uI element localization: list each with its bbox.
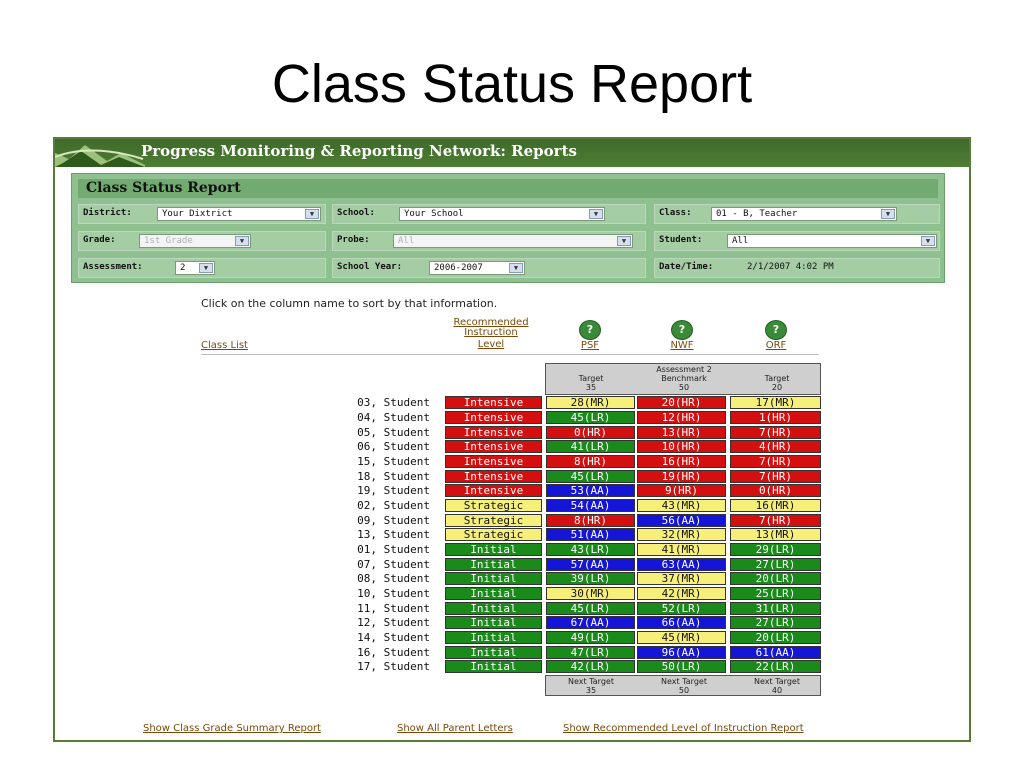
benchmark-label: Benchmark <box>661 374 707 383</box>
school-year-label: School Year: <box>337 262 403 272</box>
benchmark-box <box>545 363 821 395</box>
nwf-cell: 52(LR) <box>637 602 726 615</box>
header-divider <box>201 354 819 355</box>
mountain-logo-icon <box>55 139 145 167</box>
psf-cell: 43(LR) <box>546 543 635 556</box>
psf-target-value: 35 <box>585 383 597 392</box>
orf-cell: 1(HR) <box>730 411 821 424</box>
orf-cell: 0(HR) <box>730 484 821 497</box>
psf-cell: 42(LR) <box>546 660 635 673</box>
psf-cell: 8(HR) <box>546 455 635 468</box>
nwf-cell: 32(MR) <box>637 528 726 541</box>
level-cell: Intensive <box>445 440 542 453</box>
psf-next-target-label: Next Target <box>568 677 614 686</box>
assessment-select[interactable] <box>175 261 215 275</box>
psf-cell: 30(MR) <box>546 587 635 600</box>
table-row <box>55 645 969 660</box>
grade-select[interactable] <box>139 234 251 248</box>
datetime-value: 2/1/2007 4:02 PM <box>747 262 834 272</box>
nwf-cell: 13(HR) <box>637 426 726 439</box>
chevron-down-icon[interactable]: ▼ <box>921 236 935 246</box>
nwf-help-icon[interactable]: ? <box>671 320 693 340</box>
orf-cell: 31(LR) <box>730 602 821 615</box>
psf-cell: 28(MR) <box>546 396 635 409</box>
psf-cell: 57(AA) <box>546 558 635 571</box>
probe-select[interactable] <box>393 234 633 248</box>
orf-cell: 61(AA) <box>730 646 821 659</box>
student-name: 07, Student <box>357 558 430 571</box>
psf-cell: 54(AA) <box>546 499 635 512</box>
assessment-value: 2 <box>180 263 186 273</box>
orf-cell: 20(LR) <box>730 631 821 644</box>
nwf-cell: 19(HR) <box>637 470 726 483</box>
table-row <box>55 601 969 616</box>
student-name: 19, Student <box>357 484 430 497</box>
psf-target-label: Target <box>578 374 604 383</box>
chevron-down-icon[interactable]: ▼ <box>617 236 631 246</box>
level-cell: Strategic <box>445 499 542 512</box>
school-select[interactable] <box>399 207 605 221</box>
level-header-line: Instruction <box>464 327 518 338</box>
psf-cell: 45(LR) <box>546 411 635 424</box>
table-row <box>55 659 969 674</box>
orf-cell: 4(HR) <box>730 440 821 453</box>
table-row <box>55 454 969 469</box>
table-row <box>55 395 969 410</box>
level-cell: Initial <box>445 543 542 556</box>
nwf-cell: 42(MR) <box>637 587 726 600</box>
orf-next-target-value: 40 <box>771 686 783 695</box>
orf-cell: 7(HR) <box>730 514 821 527</box>
level-cell: Initial <box>445 558 542 571</box>
sort-instruction: Click on the column name to sort by that information. <box>201 297 498 310</box>
level-header-line: Level <box>477 339 505 350</box>
orf-help-icon[interactable]: ? <box>765 320 787 340</box>
level-cell: Initial <box>445 587 542 600</box>
orf-target-label: Target <box>764 374 790 383</box>
report-window <box>53 137 971 742</box>
student-name: 04, Student <box>357 411 430 424</box>
level-cell: Strategic <box>445 514 542 527</box>
student-name: 02, Student <box>357 499 430 512</box>
nwf-cell: 9(HR) <box>637 484 726 497</box>
level-cell: Initial <box>445 631 542 644</box>
table-row <box>55 630 969 645</box>
student-name: 13, Student <box>357 528 430 541</box>
orf-cell: 25(LR) <box>730 587 821 600</box>
chevron-down-icon[interactable]: ▼ <box>199 263 213 273</box>
psf-cell: 39(LR) <box>546 572 635 585</box>
level-cell: Strategic <box>445 528 542 541</box>
datetime-label: Date/Time: <box>659 262 714 272</box>
psf-cell: 41(LR) <box>546 440 635 453</box>
table-row <box>55 498 969 513</box>
nwf-cell: 43(MR) <box>637 499 726 512</box>
level-header-line: Recommended <box>453 317 529 328</box>
nwf-next-target-label: Next Target <box>661 677 707 686</box>
orf-cell: 7(HR) <box>730 455 821 468</box>
orf-cell: 20(LR) <box>730 572 821 585</box>
student-name: 01, Student <box>357 543 430 556</box>
slide-title: Class Status Report <box>271 54 753 114</box>
orf-cell: 17(MR) <box>730 396 821 409</box>
psf-help-icon[interactable]: ? <box>579 320 601 340</box>
filter-panel <box>71 173 945 283</box>
district-label: District: <box>83 208 132 218</box>
level-cell: Intensive <box>445 411 542 424</box>
nwf-cell: 10(HR) <box>637 440 726 453</box>
table-row <box>55 469 969 484</box>
level-cell: Initial <box>445 660 542 673</box>
student-name: 08, Student <box>357 572 430 585</box>
class-value: 01 - B, Teacher <box>716 209 798 219</box>
orf-cell: 22(LR) <box>730 660 821 673</box>
level-cell: Intensive <box>445 455 542 468</box>
district-value: Your Dixtrict <box>162 209 233 219</box>
class-label: Class: <box>659 208 692 218</box>
orf-cell: 16(MR) <box>730 499 821 512</box>
assessment-filter <box>78 258 326 278</box>
table-row <box>55 557 969 572</box>
student-name: 05, Student <box>357 426 430 439</box>
class-select[interactable] <box>711 207 897 221</box>
table-row <box>55 410 969 425</box>
level-cell: Initial <box>445 616 542 629</box>
orf-target-value: 20 <box>771 383 783 392</box>
parent-letters-link[interactable]: Show All Parent Letters <box>397 723 513 734</box>
level-cell: Intensive <box>445 426 542 439</box>
student-filter <box>654 231 940 251</box>
nwf-next-target-value: 50 <box>678 686 690 695</box>
orf-cell: 7(HR) <box>730 426 821 439</box>
chevron-down-icon[interactable]: ▼ <box>305 209 319 219</box>
student-name: 16, Student <box>357 646 430 659</box>
level-cell: Intensive <box>445 470 542 483</box>
table-row <box>55 513 969 528</box>
student-name: 14, Student <box>357 631 430 644</box>
panel-header <box>78 179 938 198</box>
school-year-filter <box>332 258 646 278</box>
student-name: 18, Student <box>357 470 430 483</box>
student-select[interactable] <box>727 234 937 248</box>
level-cell: Initial <box>445 572 542 585</box>
psf-next-target-value: 35 <box>585 686 597 695</box>
nwf-cell: 41(MR) <box>637 543 726 556</box>
district-filter <box>78 204 326 224</box>
chevron-down-icon[interactable]: ▼ <box>881 209 895 219</box>
nwf-column-header[interactable]: NWF <box>670 340 694 351</box>
student-label: Student: <box>659 235 703 245</box>
nwf-cell: 20(HR) <box>637 396 726 409</box>
psf-cell: 0(HR) <box>546 426 635 439</box>
student-name: 09, Student <box>357 514 430 527</box>
class-grade-summary-link[interactable]: Show Class Grade Summary Report <box>143 723 321 734</box>
class-list-column-header[interactable]: Class List <box>201 340 248 351</box>
assessment-label: Assessment: <box>83 262 143 272</box>
student-name: 15, Student <box>357 455 430 468</box>
psf-cell: 8(HR) <box>546 514 635 527</box>
nwf-benchmark-value: 50 <box>678 383 690 392</box>
nwf-cell: 37(MR) <box>637 572 726 585</box>
grade-value: 1st Grade <box>144 236 193 246</box>
psf-column-header[interactable]: PSF <box>580 340 600 351</box>
table-row <box>55 425 969 440</box>
nwf-cell: 16(HR) <box>637 455 726 468</box>
orf-cell: 27(LR) <box>730 616 821 629</box>
nwf-cell: 66(AA) <box>637 616 726 629</box>
student-name: 12, Student <box>357 616 430 629</box>
psf-cell: 49(LR) <box>546 631 635 644</box>
orf-next-target-label: Next Target <box>754 677 800 686</box>
orf-cell: 13(MR) <box>730 528 821 541</box>
next-target-box <box>545 675 821 696</box>
table-row <box>55 586 969 601</box>
school-year-value: 2006-2007 <box>434 263 483 273</box>
grade-label: Grade: <box>83 235 116 245</box>
grade-filter <box>78 231 326 251</box>
psf-cell: 51(AA) <box>546 528 635 541</box>
chevron-down-icon[interactable]: ▼ <box>589 209 603 219</box>
school-year-select[interactable] <box>429 261 525 275</box>
nwf-cell: 63(AA) <box>637 558 726 571</box>
chevron-down-icon[interactable]: ▼ <box>509 263 523 273</box>
probe-label: Probe: <box>337 235 370 245</box>
table-row <box>55 571 969 586</box>
instruction-level-column-header[interactable] <box>439 318 543 350</box>
nwf-cell: 56(AA) <box>637 514 726 527</box>
table-row <box>55 527 969 542</box>
district-select[interactable] <box>157 207 321 221</box>
psf-cell: 45(LR) <box>546 602 635 615</box>
nwf-cell: 12(HR) <box>637 411 726 424</box>
nwf-cell: 45(MR) <box>637 631 726 644</box>
table-row <box>55 483 969 498</box>
nwf-cell: 50(LR) <box>637 660 726 673</box>
app-banner <box>55 139 969 167</box>
assessment-benchmark-label: Assessment 2 <box>656 365 712 374</box>
orf-column-header[interactable]: ORF <box>765 340 787 351</box>
level-cell: Initial <box>445 646 542 659</box>
class-filter <box>654 204 940 224</box>
school-value: Your School <box>404 209 464 219</box>
school-filter <box>332 204 646 224</box>
panel-title: Class Status Report <box>86 180 241 196</box>
student-name: 03, Student <box>357 396 430 409</box>
student-name: 17, Student <box>357 660 430 673</box>
banner-title: Progress Monitoring & Reporting Network: Reports <box>141 142 577 160</box>
student-name: 11, Student <box>357 602 430 615</box>
level-cell: Intensive <box>445 484 542 497</box>
orf-cell: 29(LR) <box>730 543 821 556</box>
student-name: 06, Student <box>357 440 430 453</box>
table-row <box>55 542 969 557</box>
instruction-level-report-link[interactable]: Show Recommended Level of Instruction Report <box>563 723 804 734</box>
chevron-down-icon[interactable]: ▼ <box>235 236 249 246</box>
psf-cell: 47(LR) <box>546 646 635 659</box>
probe-filter <box>332 231 646 251</box>
table-row <box>55 615 969 630</box>
level-cell: Initial <box>445 602 542 615</box>
orf-cell: 27(LR) <box>730 558 821 571</box>
psf-cell: 67(AA) <box>546 616 635 629</box>
level-cell: Intensive <box>445 396 542 409</box>
student-name: 10, Student <box>357 587 430 600</box>
student-value: All <box>732 236 749 246</box>
psf-cell: 45(LR) <box>546 470 635 483</box>
school-label: School: <box>337 208 375 218</box>
probe-value: All <box>398 236 415 246</box>
datetime-field <box>654 258 940 278</box>
psf-cell: 53(AA) <box>546 484 635 497</box>
table-row <box>55 439 969 454</box>
nwf-cell: 96(AA) <box>637 646 726 659</box>
orf-cell: 7(HR) <box>730 470 821 483</box>
